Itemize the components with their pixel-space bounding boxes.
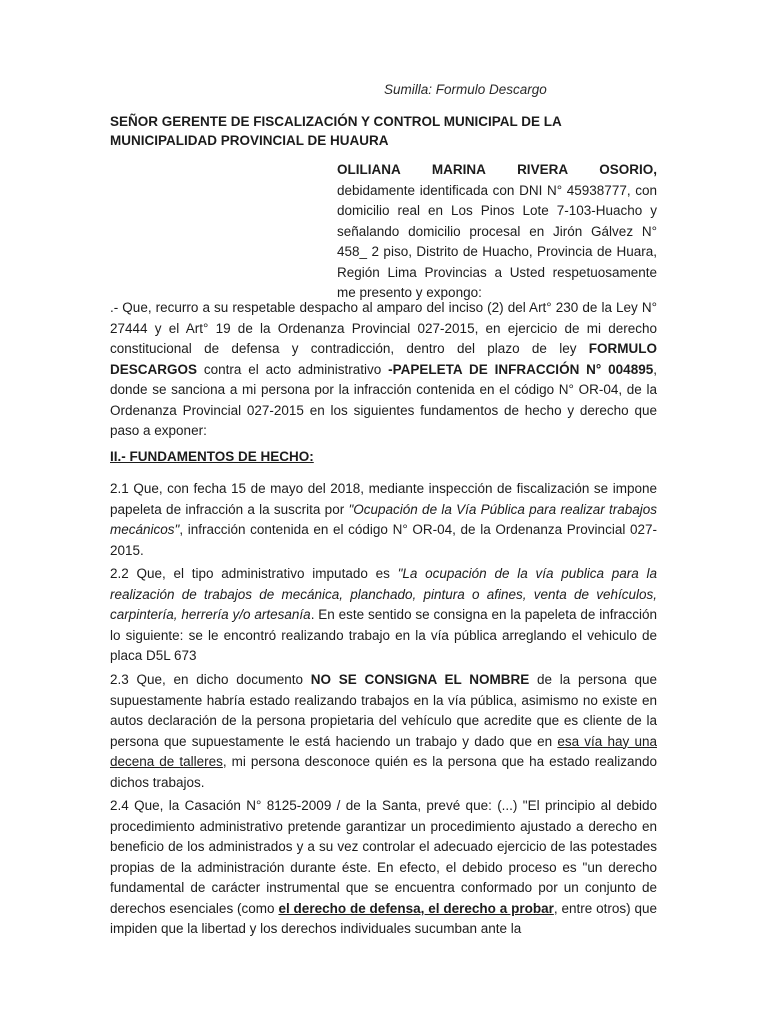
sender-name-part: OSORIO, [599, 162, 657, 177]
addressee [110, 112, 670, 150]
paragraph-2-1 [110, 479, 657, 561]
text-run: , infracción contenida en el código N° OR-04, de la Ordenanza Provincial 027-2015. [110, 522, 657, 558]
text-run: , mi persona desconoce quién es la persona que ha estado realizando dichos trabajos. [110, 754, 658, 790]
text-run: 2.2 Que, el tipo administrativo imputado es [110, 566, 398, 581]
sender-name [337, 160, 657, 181]
sender-block [337, 160, 657, 304]
text-run: 2.4 Que, la Casación N° 8125-2009 / de la Santa, prevé que: (...) "El principio al debido procedimiento administrativo pretende garantizar un procedimiento ajustado a derecho en beneficio de los administrados y a su vez controlar el adecuado ejercicio de las potestades propias de la administración durante éste. En efecto, el debido proceso es "un derecho fundamental de carácter instrumental que se encuentra conformado por un conjunto de derechos esenciales (como [110, 798, 657, 916]
paragraph-2-2 [110, 564, 657, 667]
underline-run: esa vía hay una decena de talleres [110, 733, 657, 769]
text-run: , donde se sanciona a mi persona por la infracción contenida en el código N° OR-04, de la Ordenanza Provincial 027-2015 en los siguientes fundamentos de hecho y derecho que paso a exponer: [110, 361, 657, 438]
italic-run: "Ocupación de la Vía Pública para realizar trabajos mecánicos" [110, 501, 658, 537]
paragraph-2-3 [110, 670, 657, 793]
bold-run: FORMULO DESCARGOS [110, 341, 657, 377]
paragraph-2-4 [110, 796, 657, 940]
addressee-line-2: MUNICIPALIDAD PROVINCIAL DE HUAURA [110, 133, 389, 148]
sender-name-part: OLILIANA [337, 162, 401, 177]
text-run: , entre otros) que impiden que la libertad y los derechos individuales sucumban ante la [110, 900, 657, 936]
addressee-line-1: SEÑOR GERENTE DE FISCALIZACIÓN Y CONTROL MUNICIPAL DE LA [110, 114, 562, 129]
text-run: de la persona que supuestamente habría estado realizando trabajos en la vía pública, asimismo no existe en autos declaración de la persona propietaria del vehículo que acredite que es cliente de la persona que supuestamente le está haciendo un trabajo y dado que en [110, 672, 657, 749]
sender-details: debidamente identificada con DNI N° 45938777, con domicilio real en Los Pinos Lote 7-103-Huacho y señalando domicilio procesal en Jirón Gálvez N° 458_ 2 piso, Distrito de Huacho, Provincia de Huara, Región Lima Provincias a Usted respetuosamente me presento y expongo: [337, 182, 657, 300]
section-heading: II.- FUNDAMENTOS DE HECHO: [110, 449, 314, 464]
text-run: 2.1 Que, con fecha 15 de mayo del 2018, mediante inspección de fiscalización se impone papeleta de infracción a la suscrita por [110, 481, 657, 517]
bold-run: NO SE CONSIGNA EL NOMBRE [310, 672, 530, 687]
text-run: . En este sentido se consigna en la papeleta de infracción lo siguiente: se le encontró realizando trabajo en la vía pública arreglando el vehiculo de placa D5L 673 [110, 607, 658, 663]
sender-name-part: RIVERA [517, 162, 569, 177]
text-run: contra el acto administrativo [197, 361, 389, 377]
bold-run: -PAPELETA DE INFRACCIÓN N° 004895 [388, 361, 654, 377]
text-run: 2.3 Que, en dicho documento [110, 672, 311, 687]
text-run: .- Que, recurro a su respetable despacho al amparo del inciso (2) del Art° 230 de la Ley N° 27444 y el Art° 19 de la Ordenanza Provincial 027-2015, en ejercicio de mi derecho constitucional de defensa y contradicción, dentro del plazo de ley [110, 300, 657, 356]
bold-underline-run: el derecho de defensa, el derecho a probar [278, 900, 554, 916]
sender-name-part: MARINA [431, 162, 486, 177]
sumilla: Sumilla: Formulo Descargo [384, 82, 547, 97]
italic-run: "La ocupación de la vía publica para la realización de trabajos de mecánica, planchado, pintura o afines, venta de vehículos, carpintería, herrería y/o artesanía [110, 566, 657, 622]
intro-paragraph [110, 298, 657, 442]
